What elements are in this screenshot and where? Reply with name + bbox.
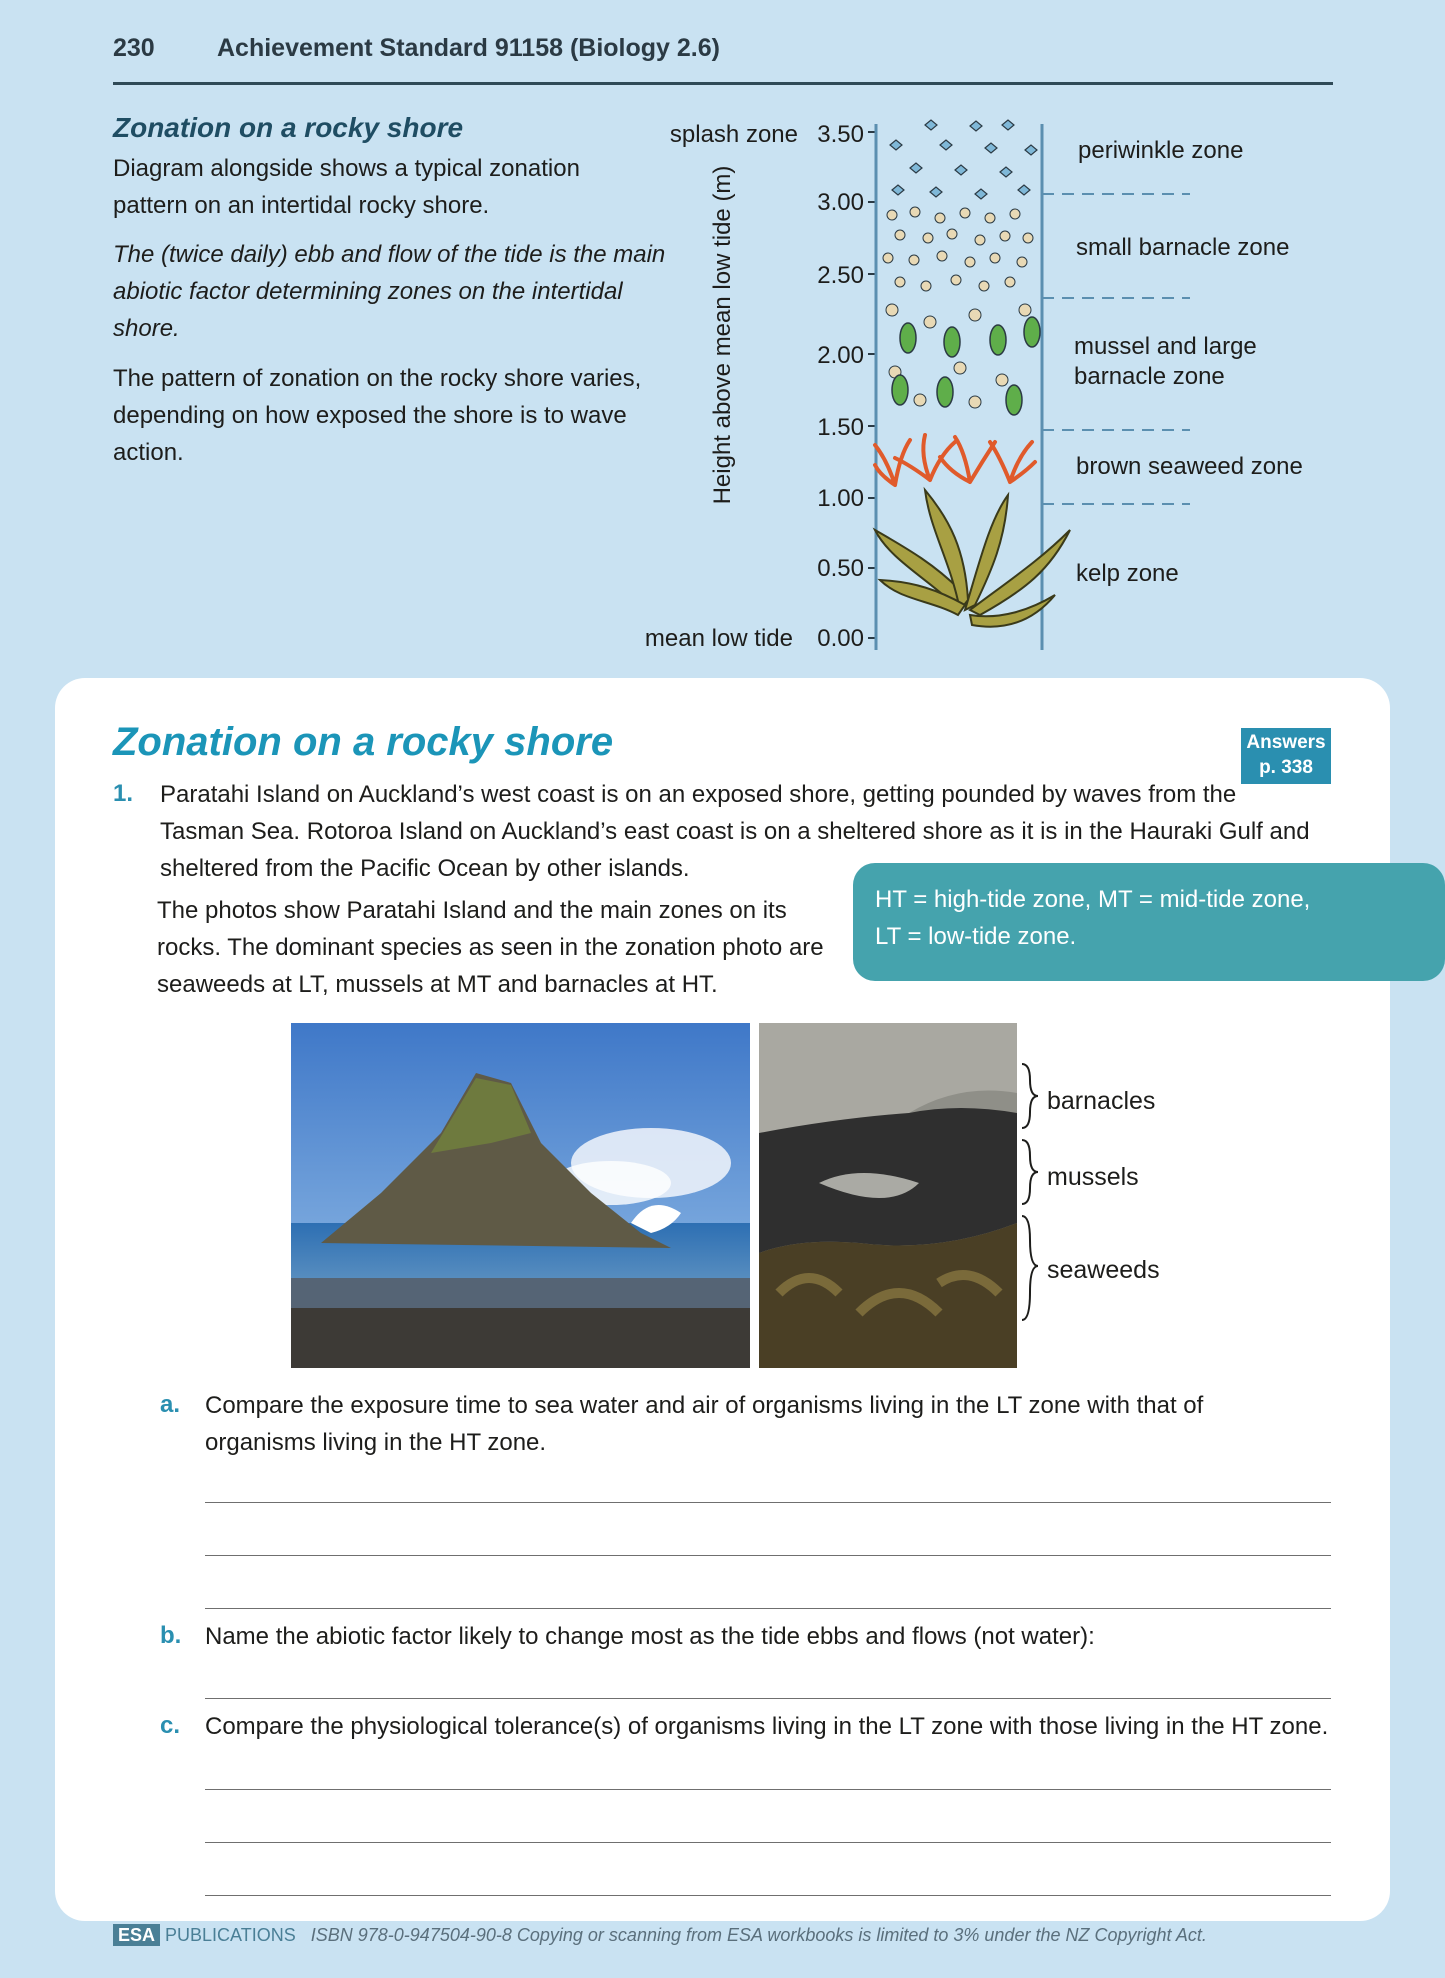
copyright-notice: ISBN 978-0-947504-90-8 Copying or scanning from ESA workbooks is limited to 3% under the NZ Copyright Act. — [310, 1925, 1207, 1945]
answer-line-a2[interactable] — [205, 1555, 1331, 1556]
paratahi-island-photo — [291, 1023, 750, 1368]
text-line: Compare the physiological tolerance(s) of organisms living in the LT zone with those living in the HT zone. — [205, 1713, 1329, 1740]
answer-line-a3[interactable] — [205, 1608, 1331, 1609]
question-number: 1. — [113, 780, 134, 807]
text-line: HT = high-tide zone, MT = mid-tide zone, — [875, 886, 1311, 913]
intro-paragraph-1 — [113, 150, 673, 224]
text-line: Tasman Sea. Rotoroa Island on Auckland’s east coast is on a sheltered shore as it is in the Hauraki Gulf and — [160, 818, 1310, 845]
splash-zone-label: splash zone — [669, 121, 798, 148]
text-line: Compare the exposure time to sea water and air of organisms living in the LT zone with that of — [205, 1392, 1204, 1419]
text-line: The photos show Paratahi Island and the main zones on its — [157, 897, 787, 924]
answer-line-a1[interactable] — [205, 1502, 1331, 1503]
running-header: Achievement Standard 91158 (Biology 2.6) — [217, 34, 720, 62]
text-line: depending on how exposed the shore is to wave — [113, 402, 627, 429]
text-line: abiotic factor determining zones on the intertidal — [113, 278, 623, 305]
text-line: The pattern of zonation on the rocky shore varies, — [113, 365, 642, 392]
periwinkle-shells — [890, 120, 1037, 199]
tick-label: 3.50 — [817, 121, 864, 148]
brown-seaweed — [875, 435, 1035, 485]
photo-braces — [1018, 1060, 1048, 1330]
page-number: 230 — [113, 34, 155, 62]
activity-title: Zonation on a rocky shore — [113, 720, 614, 764]
text-line: The (twice daily) ebb and flow of the tide is the main — [113, 241, 666, 268]
zone-label: brown seaweed zone — [1076, 453, 1303, 480]
footer — [113, 1925, 1207, 1946]
small-barnacles — [883, 207, 1033, 291]
tick-label: 2.50 — [817, 262, 864, 289]
text-line: seaweeds at LT, mussels at MT and barnacles at HT. — [157, 971, 718, 998]
text-line: shore. — [113, 315, 180, 342]
part-b-text — [205, 1618, 1335, 1655]
tick-label: 0.00 — [817, 625, 864, 652]
answer-line-c3[interactable] — [205, 1895, 1331, 1896]
text-line: LT = low-tide zone. — [875, 923, 1077, 950]
text-line: organisms living in the HT zone. — [205, 1429, 547, 1456]
photo-description — [157, 892, 857, 1003]
text-line: Diagram alongside shows a typical zonation — [113, 155, 580, 182]
zone-label: periwinkle zone — [1078, 137, 1244, 164]
text-line: Name the abiotic factor likely to change most as the tide ebbs and flows (not water): — [205, 1623, 1095, 1650]
part-c-text — [205, 1708, 1340, 1745]
part-b-letter: b. — [160, 1622, 182, 1649]
brace-icon — [1022, 1064, 1038, 1128]
tick-label: 1.00 — [817, 485, 864, 512]
part-a-letter: a. — [160, 1391, 181, 1418]
text-line: rocks. The dominant species as seen in the zonation photo are — [157, 934, 824, 961]
zone-label: small barnacle zone — [1076, 234, 1290, 261]
mussels-and-large-barnacles — [886, 304, 1040, 415]
mean-low-tide-label: mean low tide — [644, 625, 793, 652]
brace-icon — [1022, 1140, 1038, 1204]
mussels-label: mussels — [1047, 1163, 1139, 1191]
tick-label: 2.00 — [817, 342, 864, 369]
text-line: Paratahi Island on Auckland’s west coast is on an exposed shore, getting pounded by waves from the — [160, 781, 1237, 808]
text-line: pattern on an intertidal rocky shore. — [113, 192, 490, 219]
header-rule — [113, 82, 1333, 85]
intro-paragraph-2 — [113, 236, 673, 347]
publications-label: PUBLICATIONS — [165, 1925, 296, 1945]
zone-label: barnacle zone — [1074, 363, 1225, 390]
text-line: sheltered from the Pacific Ocean by other islands. — [160, 855, 690, 882]
tick-label: 0.50 — [817, 555, 864, 582]
barnacles-label: barnacles — [1047, 1087, 1156, 1115]
definition-callout — [853, 863, 1445, 981]
tick-label: 1.50 — [817, 414, 864, 441]
zone-label: kelp zone — [1076, 560, 1179, 587]
brace-icon — [1022, 1216, 1038, 1320]
axis-label: Height above mean low tide (m) — [709, 165, 736, 505]
seaweeds-label: seaweeds — [1047, 1256, 1160, 1284]
esa-logo: ESA — [113, 1924, 160, 1946]
tick-label: 3.00 — [817, 189, 864, 216]
text-line: action. — [113, 439, 184, 466]
part-c-letter: c. — [160, 1712, 181, 1739]
part-a-text — [205, 1387, 1335, 1461]
answer-line-c1[interactable] — [205, 1789, 1331, 1790]
answer-line-b1[interactable] — [205, 1698, 1331, 1699]
zone-label: mussel and large — [1074, 333, 1257, 360]
answer-line-c2[interactable] — [205, 1842, 1331, 1843]
intro-paragraph-3 — [113, 360, 673, 471]
intro-title: Zonation on a rocky shore — [113, 112, 464, 143]
badge-text: Answers — [1246, 732, 1326, 753]
zonation-photo — [759, 1023, 1017, 1368]
badge-text: p. 338 — [1259, 757, 1313, 778]
zonation-diagram — [630, 110, 1350, 670]
